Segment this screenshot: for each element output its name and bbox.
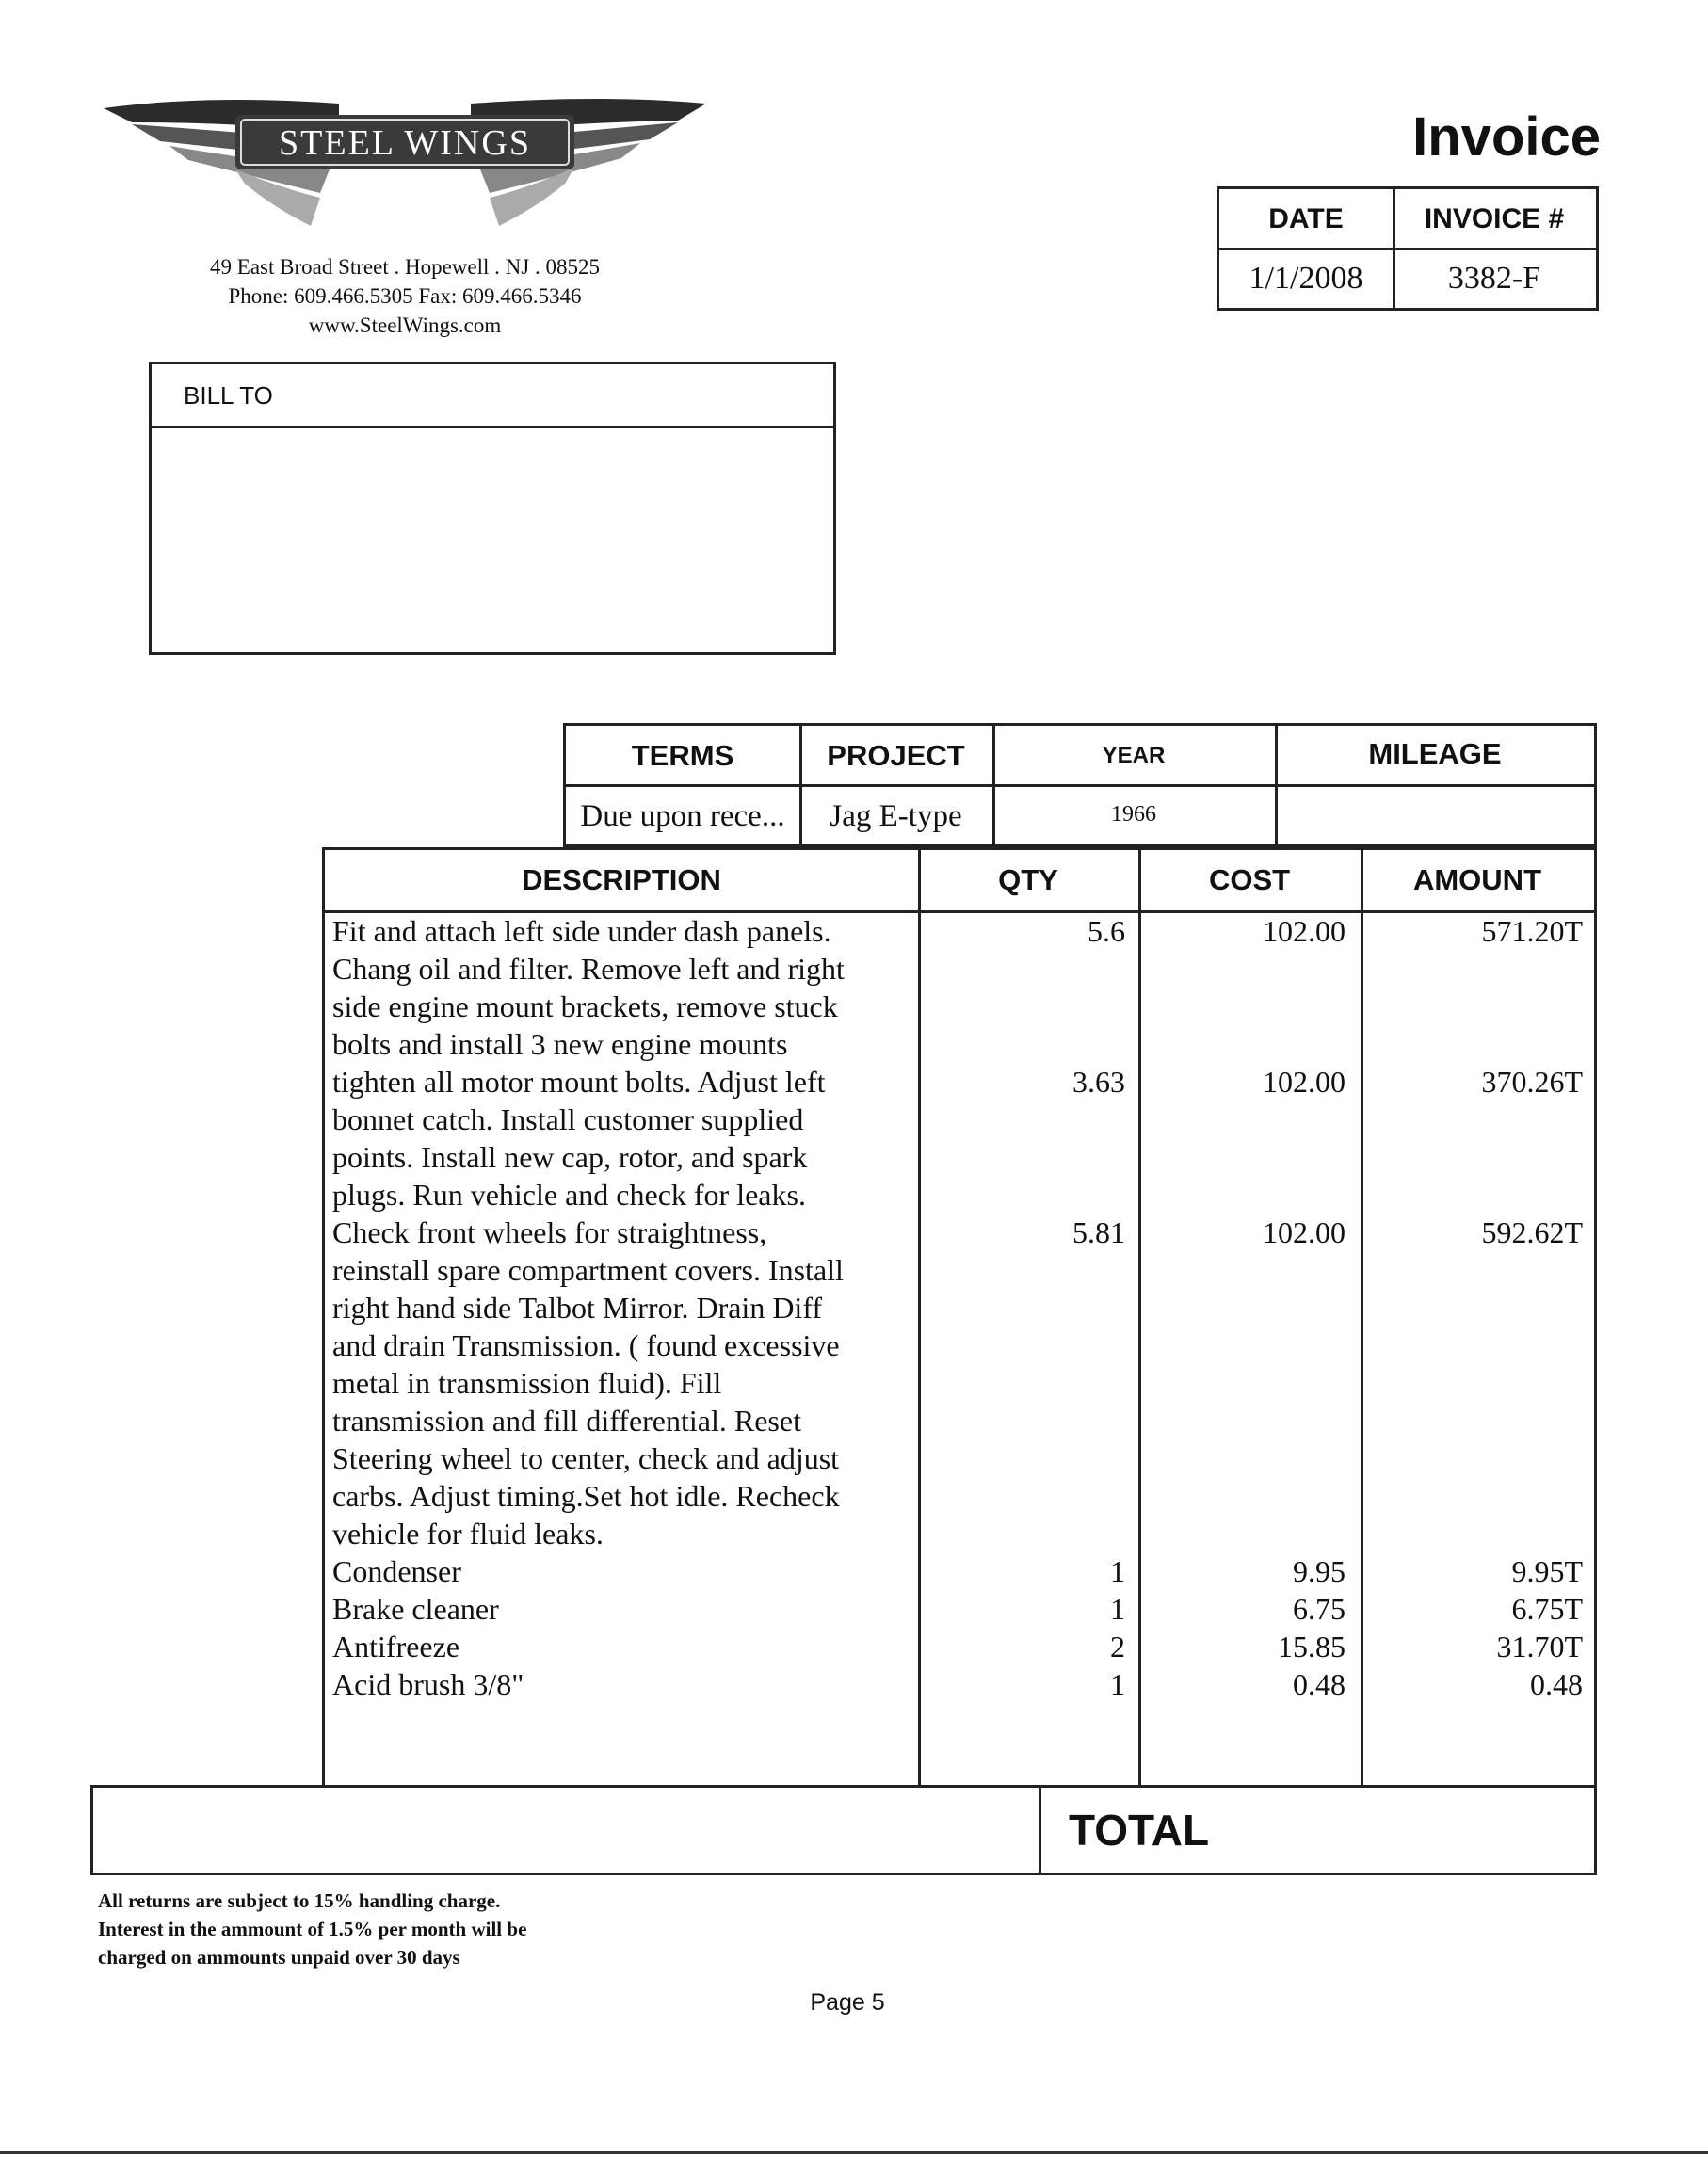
footnote-line: Interest in the ammount of 1.5% per month will be (98, 1918, 527, 1940)
terms-value: Due upon rece... (580, 798, 785, 833)
item-qty: 1 (1110, 1592, 1125, 1626)
divider (152, 426, 833, 428)
terms-header: TERMS (631, 739, 734, 772)
amount-header: AMOUNT (1412, 863, 1542, 896)
divider (1039, 1788, 1041, 1873)
item-description: Antifreeze (332, 1630, 460, 1664)
address-line: 49 East Broad Street . Hopewell . NJ . 08525 (210, 255, 600, 279)
website-line: www.SteelWings.com (308, 313, 502, 337)
item-description: Condenser (332, 1554, 461, 1588)
project-value: Jag E-type (830, 798, 962, 833)
divider (918, 850, 921, 1785)
item-amount: 592.62T (1481, 1215, 1583, 1249)
item-qty: 1 (1110, 1667, 1125, 1701)
line-items-table (322, 847, 1597, 1785)
date-value: 1/1/2008 (1249, 261, 1363, 296)
date-header: DATE (1268, 203, 1344, 234)
divider (1138, 850, 1141, 1785)
item-cost: 102.00 (1263, 1065, 1345, 1099)
item-amount: 31.70T (1496, 1630, 1583, 1664)
divider (1219, 248, 1596, 250)
bill-to-label: BILL TO (184, 381, 273, 410)
item-amount: 9.95T (1511, 1554, 1583, 1588)
page-number: Page 5 (810, 1989, 885, 2016)
item-description: Fit and attach left side under dash panels. Chang oil and filter. Remove left and right side engine mount brackets, remove stuck bolts and install 3 new engine mounts (332, 914, 845, 1061)
company-address (122, 252, 687, 340)
item-amount: 0.48 (1530, 1667, 1583, 1701)
phone-fax-line: Phone: 609.466.5305 Fax: 609.466.5346 (228, 284, 582, 308)
bill-to-box (149, 362, 836, 655)
year-header: YEAR (1102, 743, 1166, 768)
item-amount: 370.26T (1481, 1065, 1583, 1099)
terms-table (563, 723, 1597, 847)
divider (1361, 850, 1363, 1785)
steel-wings-logo (94, 56, 716, 245)
invoice-number-header: INVOICE # (1424, 203, 1565, 234)
item-amount: 6.75T (1511, 1592, 1583, 1626)
logo-text: STEEL WINGS (279, 123, 531, 163)
item-cost: 102.00 (1263, 1215, 1345, 1249)
item-qty: 5.6 (1088, 914, 1125, 948)
item-description: Acid brush 3/8" (332, 1667, 524, 1701)
item-qty: 3.63 (1072, 1065, 1125, 1099)
mileage-value (1275, 786, 1595, 846)
year-value: 1966 (1111, 801, 1156, 827)
item-cost: 6.75 (1293, 1592, 1345, 1626)
footnote-line: All returns are subject to 15% handling charge. (98, 1889, 501, 1912)
bottom-rule (0, 2151, 1708, 2154)
item-amount: 571.20T (1481, 914, 1583, 948)
item-cost: 102.00 (1263, 914, 1345, 948)
item-cost: 0.48 (1293, 1667, 1345, 1701)
item-qty: 1 (1110, 1554, 1125, 1588)
item-description: tighten all motor mount bolts. Adjust left bonnet catch. Install customer supplied points. Install new cap, rotor, and spark plugs. Run vehicle and check for leaks. (332, 1065, 826, 1212)
terms-footnote (98, 1887, 757, 1971)
cost-header: COST (1208, 863, 1291, 896)
item-qty: 5.81 (1072, 1215, 1125, 1249)
footnote-line: charged on ammounts unpaid over 30 days (98, 1946, 460, 1969)
divider (566, 784, 1594, 787)
date-invoice-box (1217, 186, 1599, 311)
item-description: Brake cleaner (332, 1592, 499, 1626)
item-cost: 9.95 (1293, 1554, 1345, 1588)
qty-header: QTY (998, 863, 1058, 896)
document-title: Invoice (1412, 106, 1601, 168)
mileage-header: MILEAGE (1368, 737, 1502, 770)
description-header: DESCRIPTION (522, 863, 721, 896)
total-row (90, 1785, 1597, 1875)
total-label: TOTAL (1069, 1806, 1210, 1855)
item-cost: 15.85 (1278, 1630, 1345, 1664)
item-qty: 2 (1110, 1630, 1125, 1664)
project-header: PROJECT (827, 739, 965, 772)
item-description: Check front wheels for straightness, reinstall spare compartment covers. Install right hand side Talbot Mirror. Drain Diff and drain Transmission. ( found excessive metal in transmission fluid). Fill transmission and fill differential. Reset Steering wheel to center, check and adjust carbs. Adjust timing.Set hot idle. Recheck vehicle for fluid leaks. (332, 1215, 844, 1551)
invoice-number-value: 3382-F (1447, 261, 1541, 296)
